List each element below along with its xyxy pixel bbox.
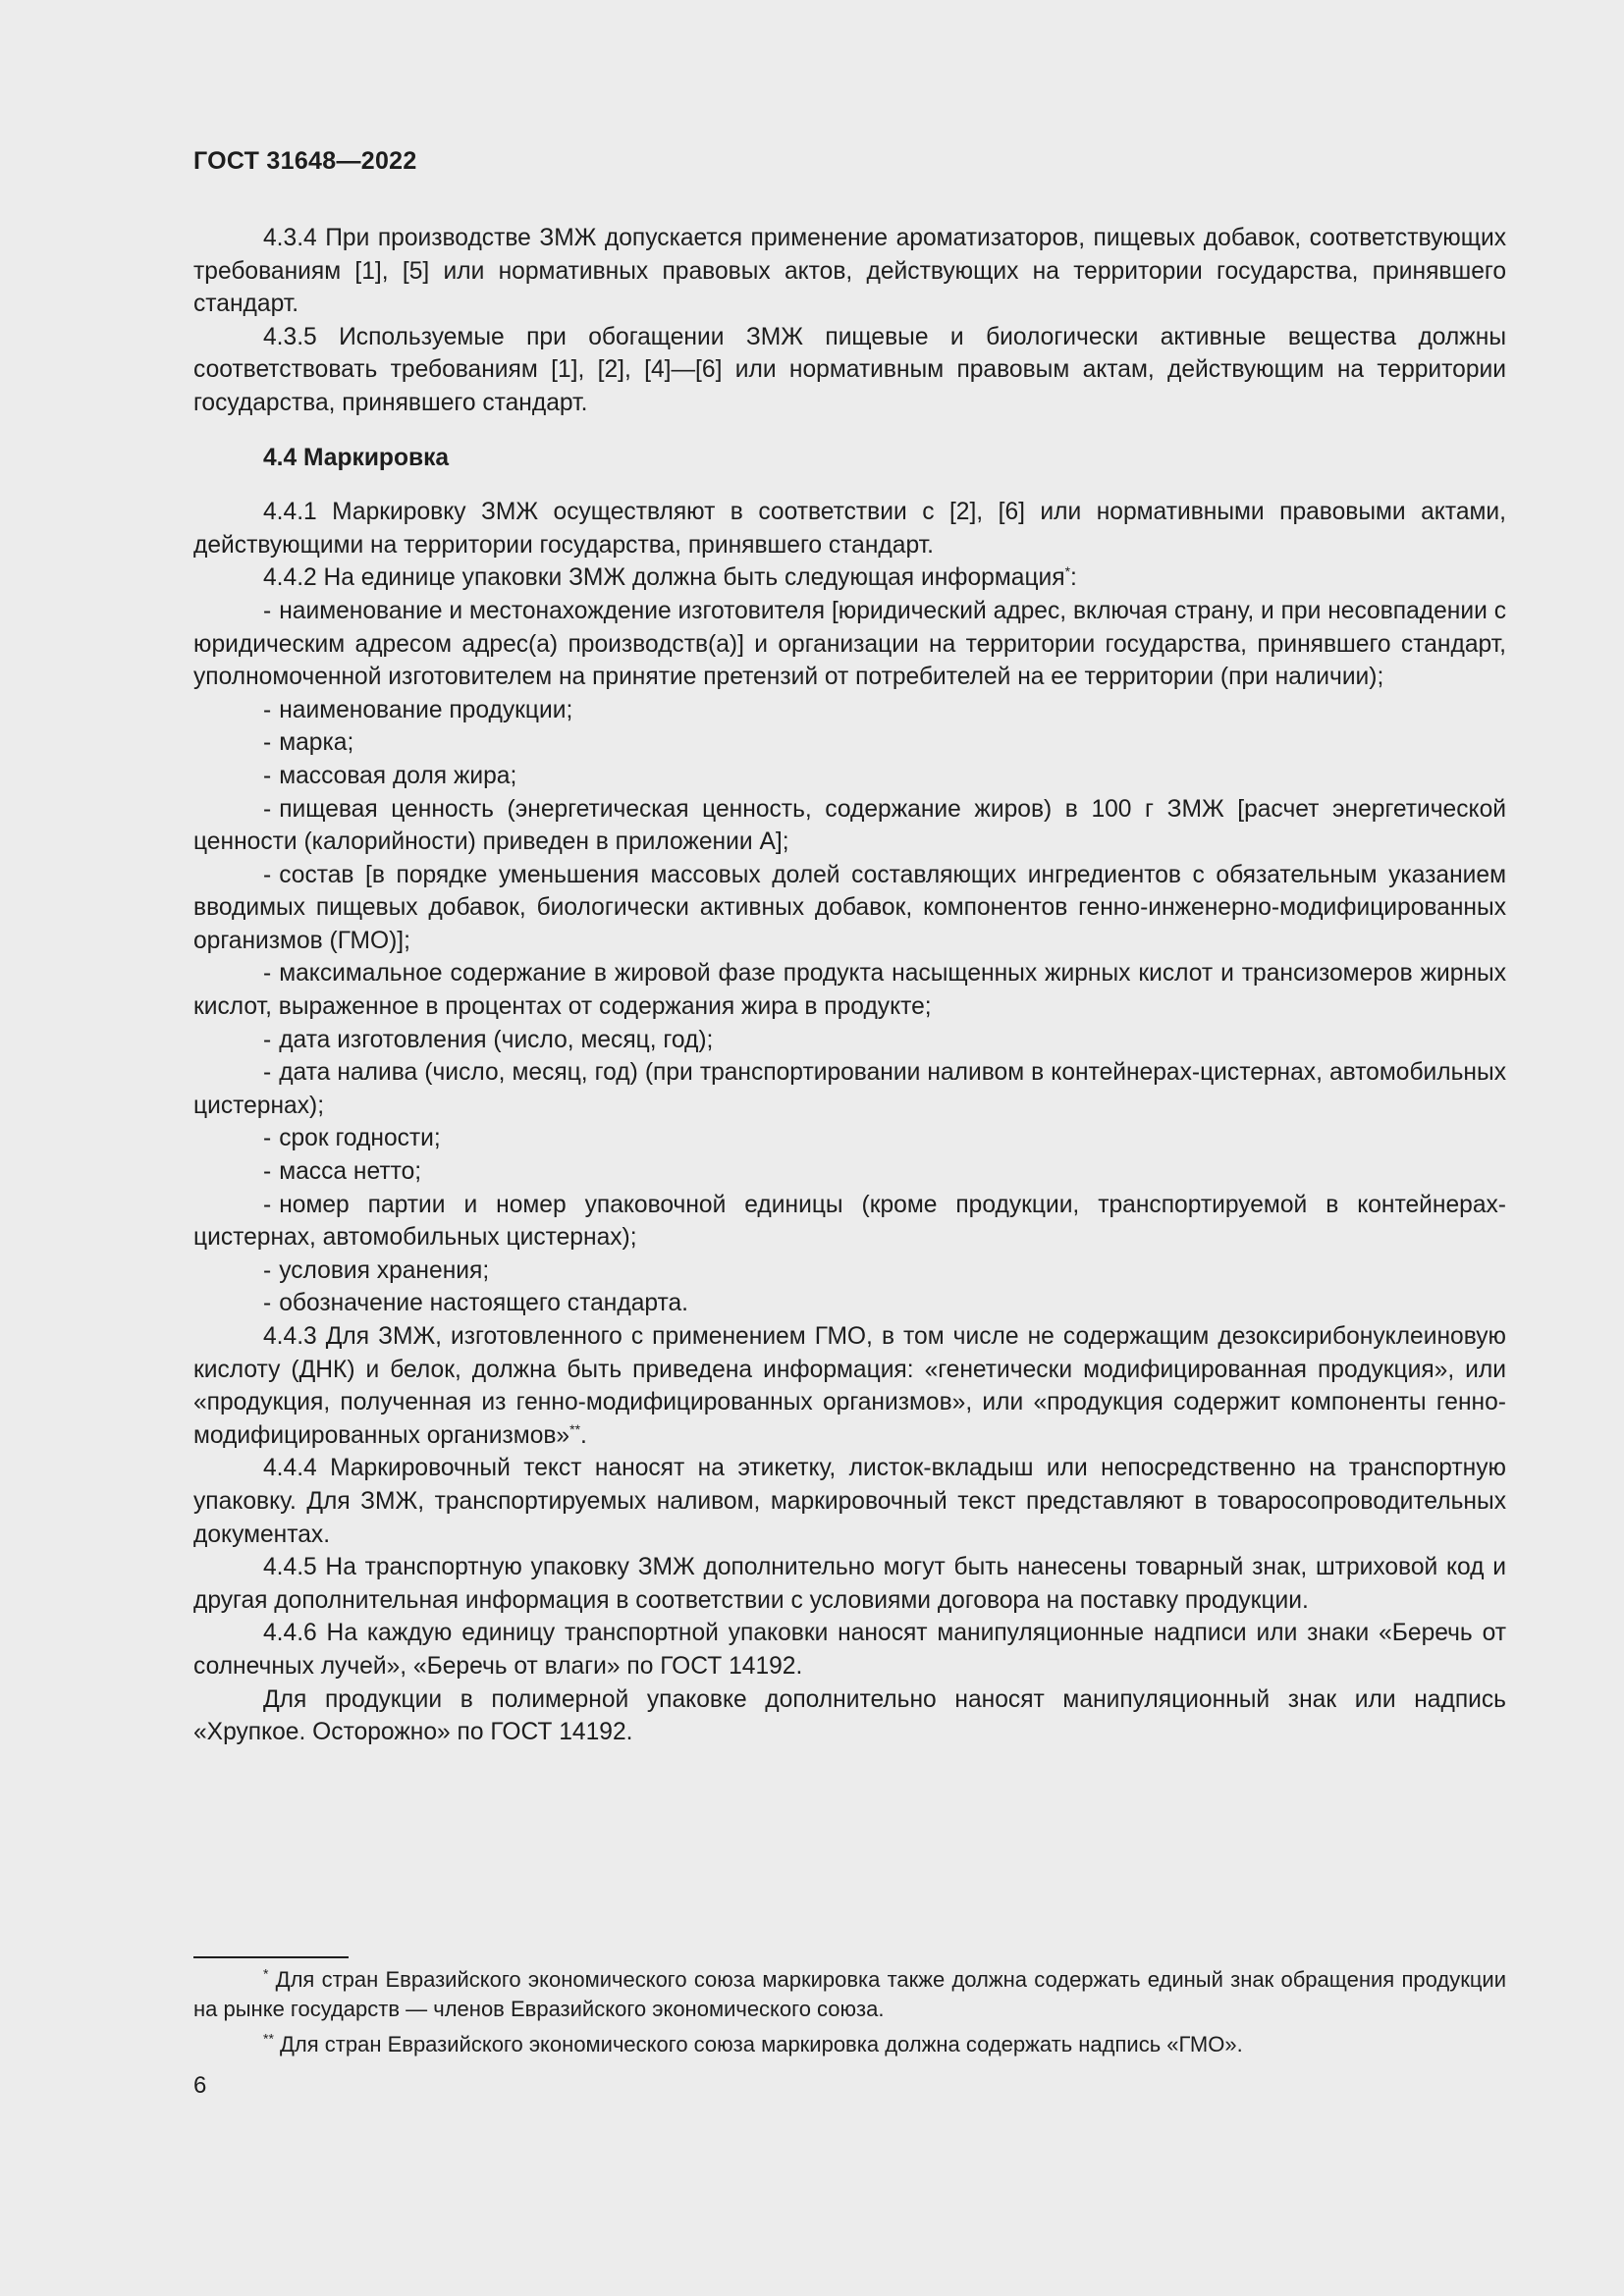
list-dash: - [263,861,272,888]
paragraph-4-3-4: 4.3.4 При производстве ЗМЖ допускается применение ароматизаторов, пищевых добавок, соответствующих требованиям [1], [5] или нормативных правовых актов, действующих на территории государства, принявшего стандарт. [193,225,1506,318]
list-dash: - [263,1125,272,1152]
list-dash: - [263,960,272,988]
list-item-text: номер партии и номер упаковочной единицы (кроме продукции, транспортируемой в контейнерах-цистернах, автомобильных цистернах); [193,1191,1506,1252]
footnote-divider [193,1956,349,1958]
list-dash: - [263,1290,272,1317]
footnote-2-text: Для стран Евразийского экономического союза маркировка должна содержать надпись «ГМО». [273,2032,1243,2056]
paragraph-4-4-4: 4.4.4 Маркировочный текст наносят на этикетку, листок-вкладыш или непосредственно на транспортную упаковку. Для ЗМЖ, транспортируемых наливом, маркировочный текст представляют в товаросопроводительных документах. [193,1455,1506,1548]
list-item [193,1255,1506,1288]
list-dash: - [263,729,272,757]
list-item [193,859,1506,958]
list-item-text: дата изготовления (число, месяц, год); [279,1026,714,1053]
paragraph-4-4-5: 4.4.5 На транспортную упаковку ЗМЖ дополнительно могут быть нанесены товарный знак, штриховой код и другая дополнительная информация в соответствии с условиями договора на поставку продукции. [193,1554,1506,1614]
list-item-text: срок годности; [279,1125,441,1152]
footnote-2 [193,2030,1506,2059]
list-item [193,957,1506,1023]
list-item [193,760,1506,793]
paragraph-4-3-5: 4.3.5 Используемые при обогащении ЗМЖ пищевые и биологически активные вещества должны соответствовать требованиям [1], [2], [4]—[6] или нормативным правовым актам, действующим на территории государства, принявшего стандарт. [193,323,1506,416]
list-dash: - [263,1256,272,1284]
list-dash: - [263,795,272,823]
footnote-1-mark: * [263,1965,269,1982]
list-dash: - [263,1059,272,1087]
list-item [193,726,1506,760]
paragraph-4-4-2-text: 4.4.2 На единице упаковки ЗМЖ должна быть следующая информация [263,564,1065,592]
footnote-1 [193,1965,1506,2024]
paragraph-4-4-2-end: : [1070,564,1077,592]
list-item [193,694,1506,727]
list-item [193,1287,1506,1320]
section-heading-4-4: 4.4 Маркировка [263,444,450,471]
list-item-text: массовая доля жира; [279,762,517,789]
list-dash: - [263,1026,272,1053]
list-item-text: наименование продукции; [279,696,573,723]
list-item-text: пищевая ценность (энергетическая ценность, содержание жиров) в 100 г ЗМЖ [расчет энергетической ценности (калорийности) приведен в приложении А]; [193,795,1506,856]
list-item [193,1056,1506,1122]
paragraph-4-4-3 [193,1320,1506,1452]
list-dash: - [263,1191,272,1218]
list-item-text: марка; [279,729,354,757]
document-body [193,222,1506,1749]
paragraph-4-4-3-text: 4.4.3 Для ЗМЖ, изготовленного с применением ГМО, в том числе не содержащим дезоксирибонуклеиновую кислоту (ДНК) и белок, должна быть приведена информация: «генетически модифицированная продукция», или «продукция, полученная из генно-модифицированных организмов», или «продукция содержит компоненты генно-модифицированных организмов» [193,1323,1506,1449]
paragraph-4-4-6: 4.4.6 На каждую единицу транспортной упаковки наносят манипуляционные надписи или знаки «Беречь от солнечных лучей», «Беречь от влаги» по ГОСТ 14192. [193,1620,1506,1680]
list-item-text: состав [в порядке уменьшения массовых долей составляющих ингредиентов с обязательным указанием вводимых пищевых добавок, биологически активных добавок, компонентов генно-инженерно-модифицированных организмов (ГМО)]; [193,861,1506,954]
list-item-text: масса нетто; [279,1158,422,1186]
list-item-text: наименование и местонахождение изготовителя [юридический адрес, включая страну, и при несовпадении с юридическим адресом адрес(а) производств(а)] и организации на территории государства, принявшего стандарт, уполномоченной изготовителем на принятие претензий от потребителей на ее территории (при наличии); [193,597,1506,691]
paragraph-4-4-1: 4.4.1 Маркировку ЗМЖ осуществляют в соответствии с [2], [6] или нормативными правовыми актами, действующими на территории государства, принявшего стандарт. [193,499,1506,559]
footnote-ref-2: ** [569,1420,581,1437]
paragraph-4-4-2 [193,561,1506,595]
list-dash: - [263,597,272,624]
list-item [193,1155,1506,1189]
list-item [193,1024,1506,1057]
list-item [193,1122,1506,1155]
footnotes [193,1965,1506,2065]
paragraph-4-4-3-end: . [580,1421,587,1449]
list-dash: - [263,762,272,789]
list-dash: - [263,1158,272,1186]
list-item [193,1189,1506,1255]
footnote-ref-1: * [1064,563,1071,580]
document-header: ГОСТ 31648—2022 [193,147,417,175]
list-item-text: максимальное содержание в жировой фазе продукта насыщенных жирных кислот и трансизомеров жирных кислот, выраженное в процентах от содержания жира в продукте; [193,960,1506,1021]
list-item [193,793,1506,859]
footnote-2-mark: ** [263,2030,274,2047]
list-item [193,595,1506,694]
list-item-text: обозначение настоящего стандарта. [279,1290,689,1317]
list-item-text: дата налива (число, месяц, год) (при транспортировании наливом в контейнерах-цистернах, автомобильных цистернах); [193,1059,1506,1119]
paragraph-4-4-6-continued: Для продукции в полимерной упаковке дополнительно наносят манипуляционный знак или надпись «Хрупкое. Осторожно» по ГОСТ 14192. [193,1685,1506,1746]
page-number: 6 [193,2072,207,2099]
footnote-1-text: Для стран Евразийского экономического союза маркировка также должна содержать единый знак обращения продукции на рынке государств — членов Евразийского экономического союза. [193,1967,1506,2021]
list-dash: - [263,696,272,723]
list-item-text: условия хранения; [279,1256,490,1284]
